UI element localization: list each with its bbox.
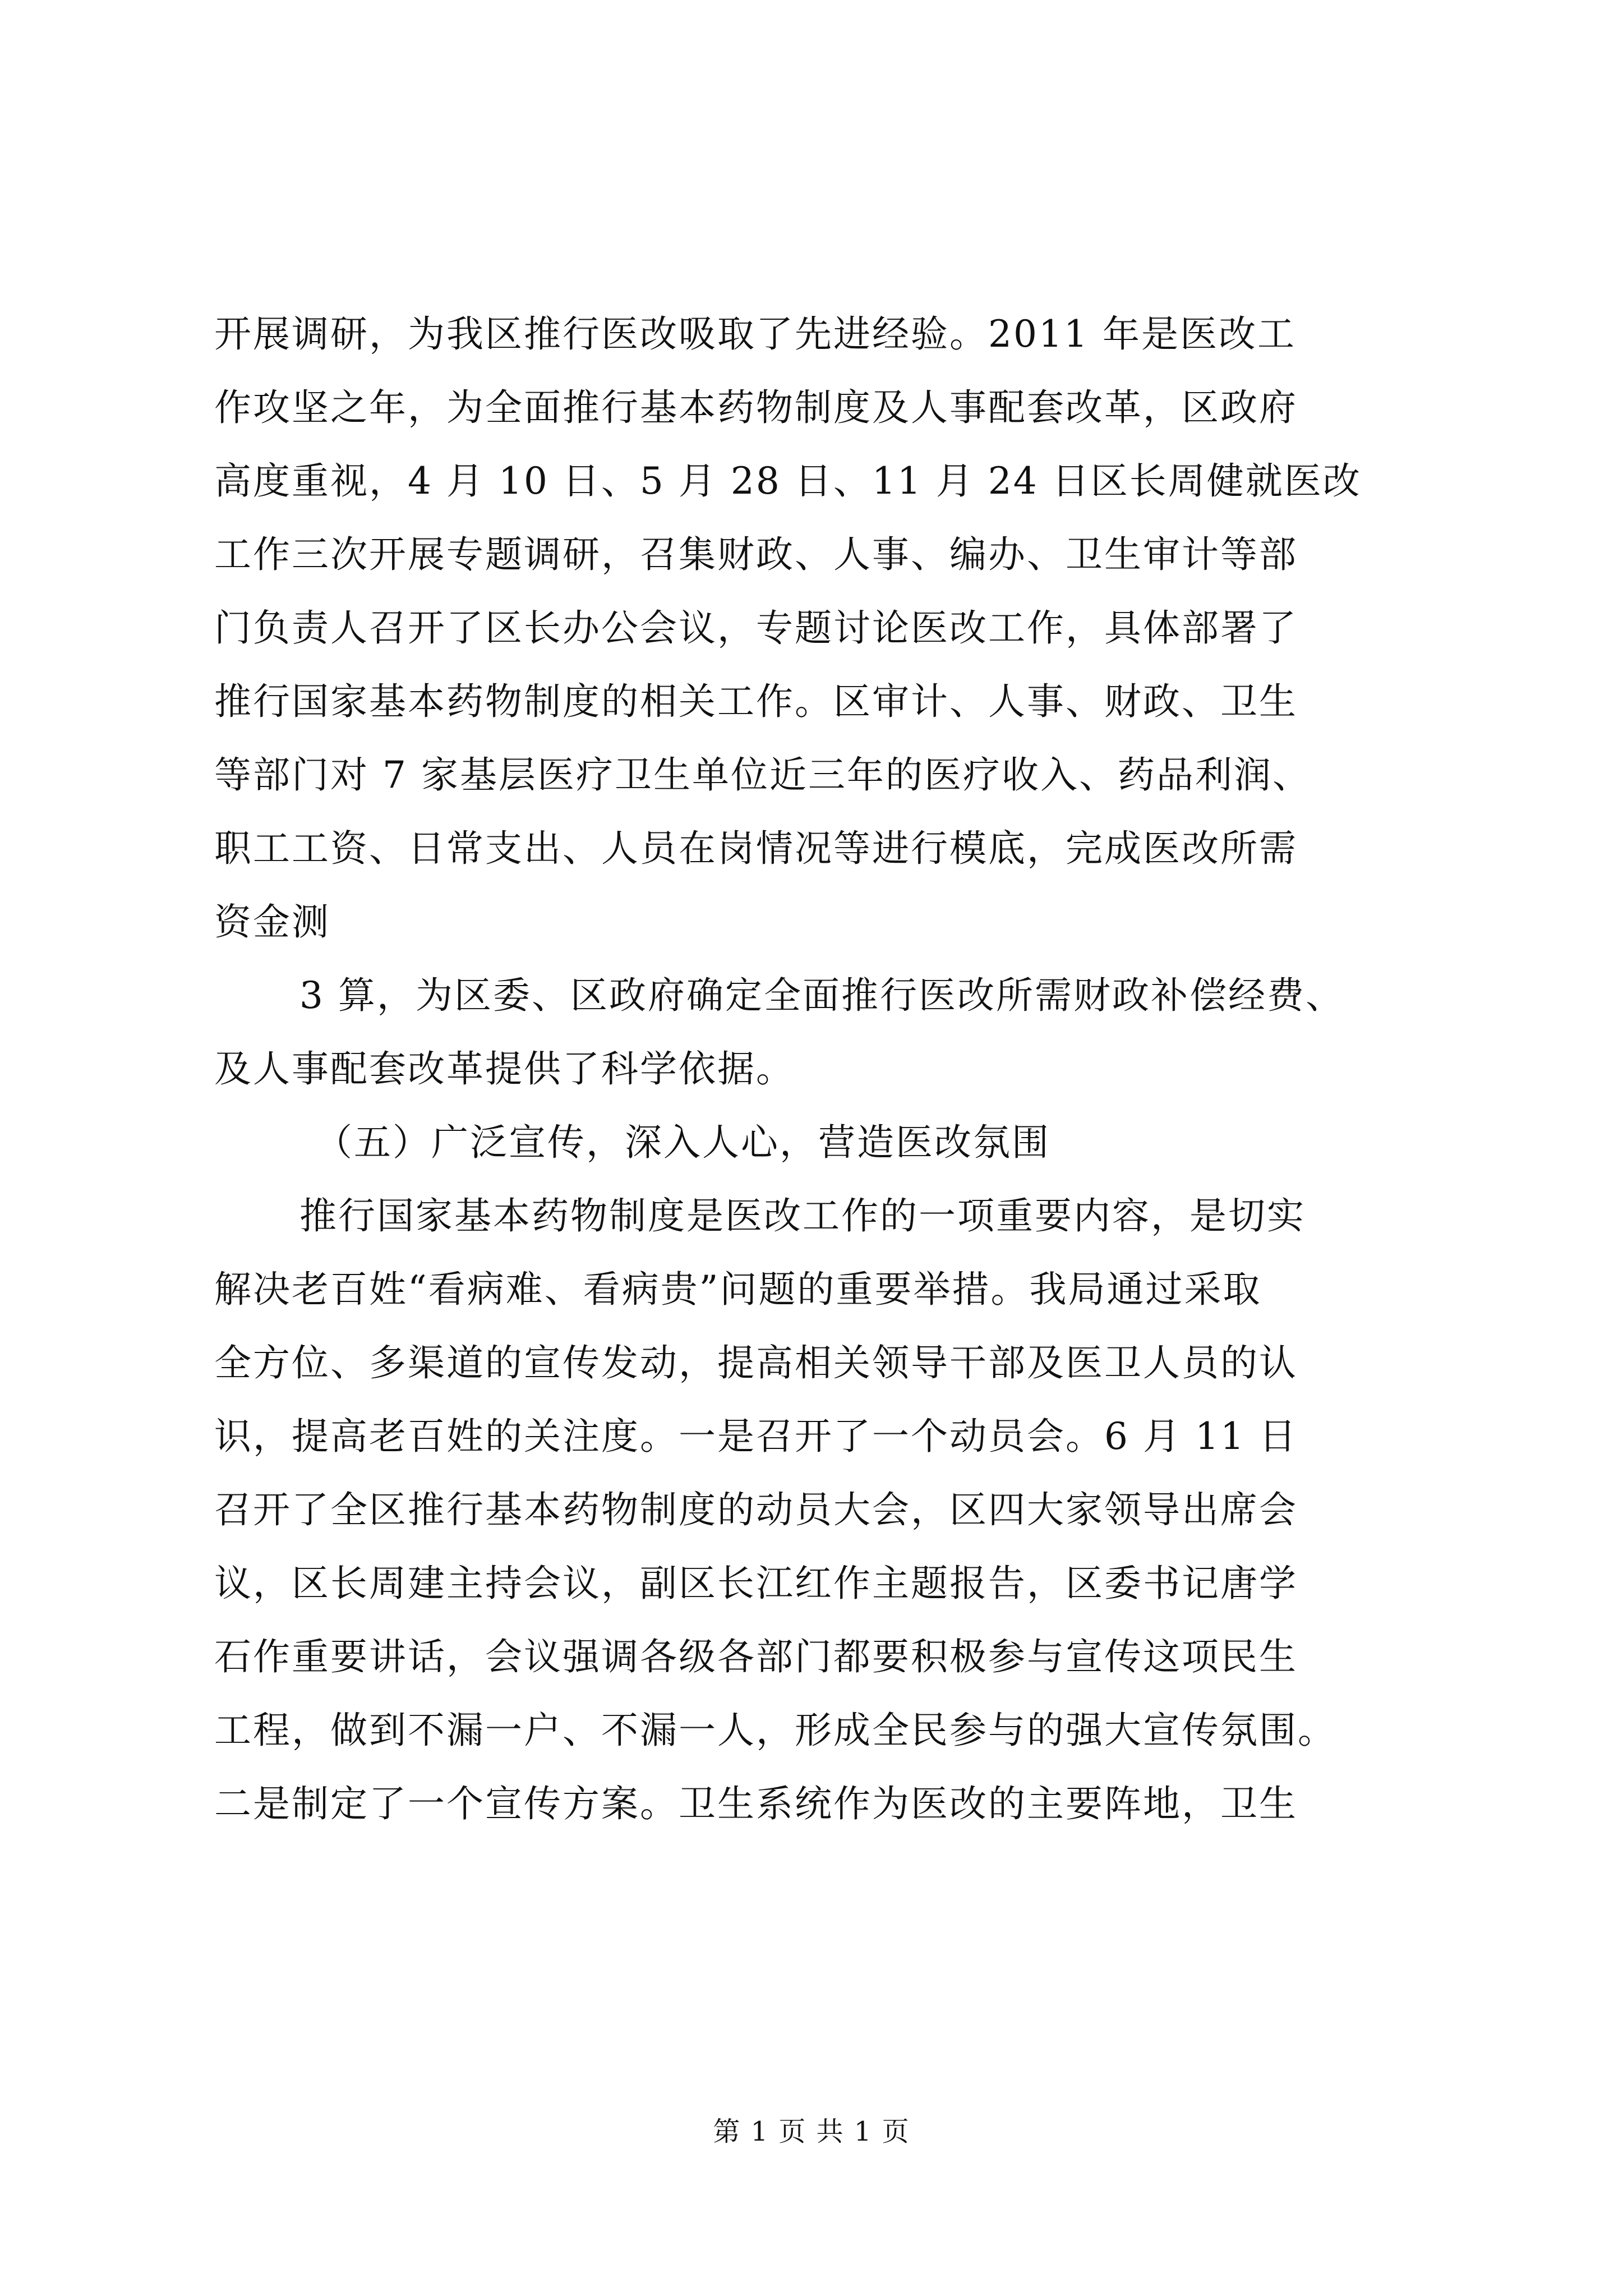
text-line: 全方位、多渠道的宣传发动，提高相关领导干部及医卫人员的认 — [214, 1341, 1298, 1384]
page-footer: 第 1 页 共 1 页 — [713, 2116, 910, 2147]
document-body — [214, 297, 1414, 1841]
text-line: 3 算，为区委、区政府确定全面推行医改所需财政补偿经费、 — [299, 974, 1344, 1017]
text-line: 推行国家基本药物制度是医改工作的一项重要内容，是切实 — [299, 1194, 1306, 1237]
text-line: 职工工资、日常支出、人员在岗情况等进行模底，完成医改所需 — [214, 827, 1298, 870]
section-heading: （五）广泛宣传，深入人心，营造医改氛围 — [315, 1121, 1050, 1164]
text-line: 高度重视，4 月 10 日、5 月 28 日、11 月 24 日区长周健就医改 — [214, 459, 1362, 503]
text-line: 识，提高老百姓的关注度。一是召开了一个动员会。6 月 11 日 — [214, 1415, 1298, 1458]
text-line: 开展调研，为我区推行医改吸取了先进经验。2011 年是医改工 — [214, 312, 1296, 356]
text-line: 作攻坚之年，为全面推行基本药物制度及人事配套改革，区政府 — [214, 386, 1298, 429]
text-line: 资金测 — [214, 900, 330, 944]
text-line: 等部门对 7 家基层医疗卫生单位近三年的医疗收入、药品利润、 — [214, 753, 1311, 797]
text-line: 召开了全区推行基本药物制度的动员大会，区四大家领导出席会 — [214, 1488, 1298, 1531]
text-line: 及人事配套改革提供了科学依据。 — [214, 1047, 795, 1091]
text-line: 工作三次开展专题调研，召集财政、人事、编办、卫生审计等部 — [214, 533, 1298, 576]
text-line: 解决老百姓“看病难、看病贵”问题的重要举措。我局通过采取 — [214, 1268, 1262, 1311]
text-line: 石作重要讲话，会议强调各级各部门都要积极参与宣传这项民生 — [214, 1635, 1298, 1678]
text-line: 推行国家基本药物制度的相关工作。区审计、人事、财政、卫生 — [214, 680, 1298, 723]
text-line: 工程，做到不漏一户、不漏一人，形成全民参与的强大宣传氛围。 — [214, 1709, 1336, 1752]
text-line: 二是制定了一个宣传方案。卫生系统作为医改的主要阵地，卫生 — [214, 1782, 1298, 1825]
text-line: 门负责人召开了区长办公会议，专题讨论医改工作，具体部署了 — [214, 606, 1298, 650]
text-line: 议，区长周建主持会议，副区长江红作主题报告，区委书记唐学 — [214, 1562, 1298, 1605]
